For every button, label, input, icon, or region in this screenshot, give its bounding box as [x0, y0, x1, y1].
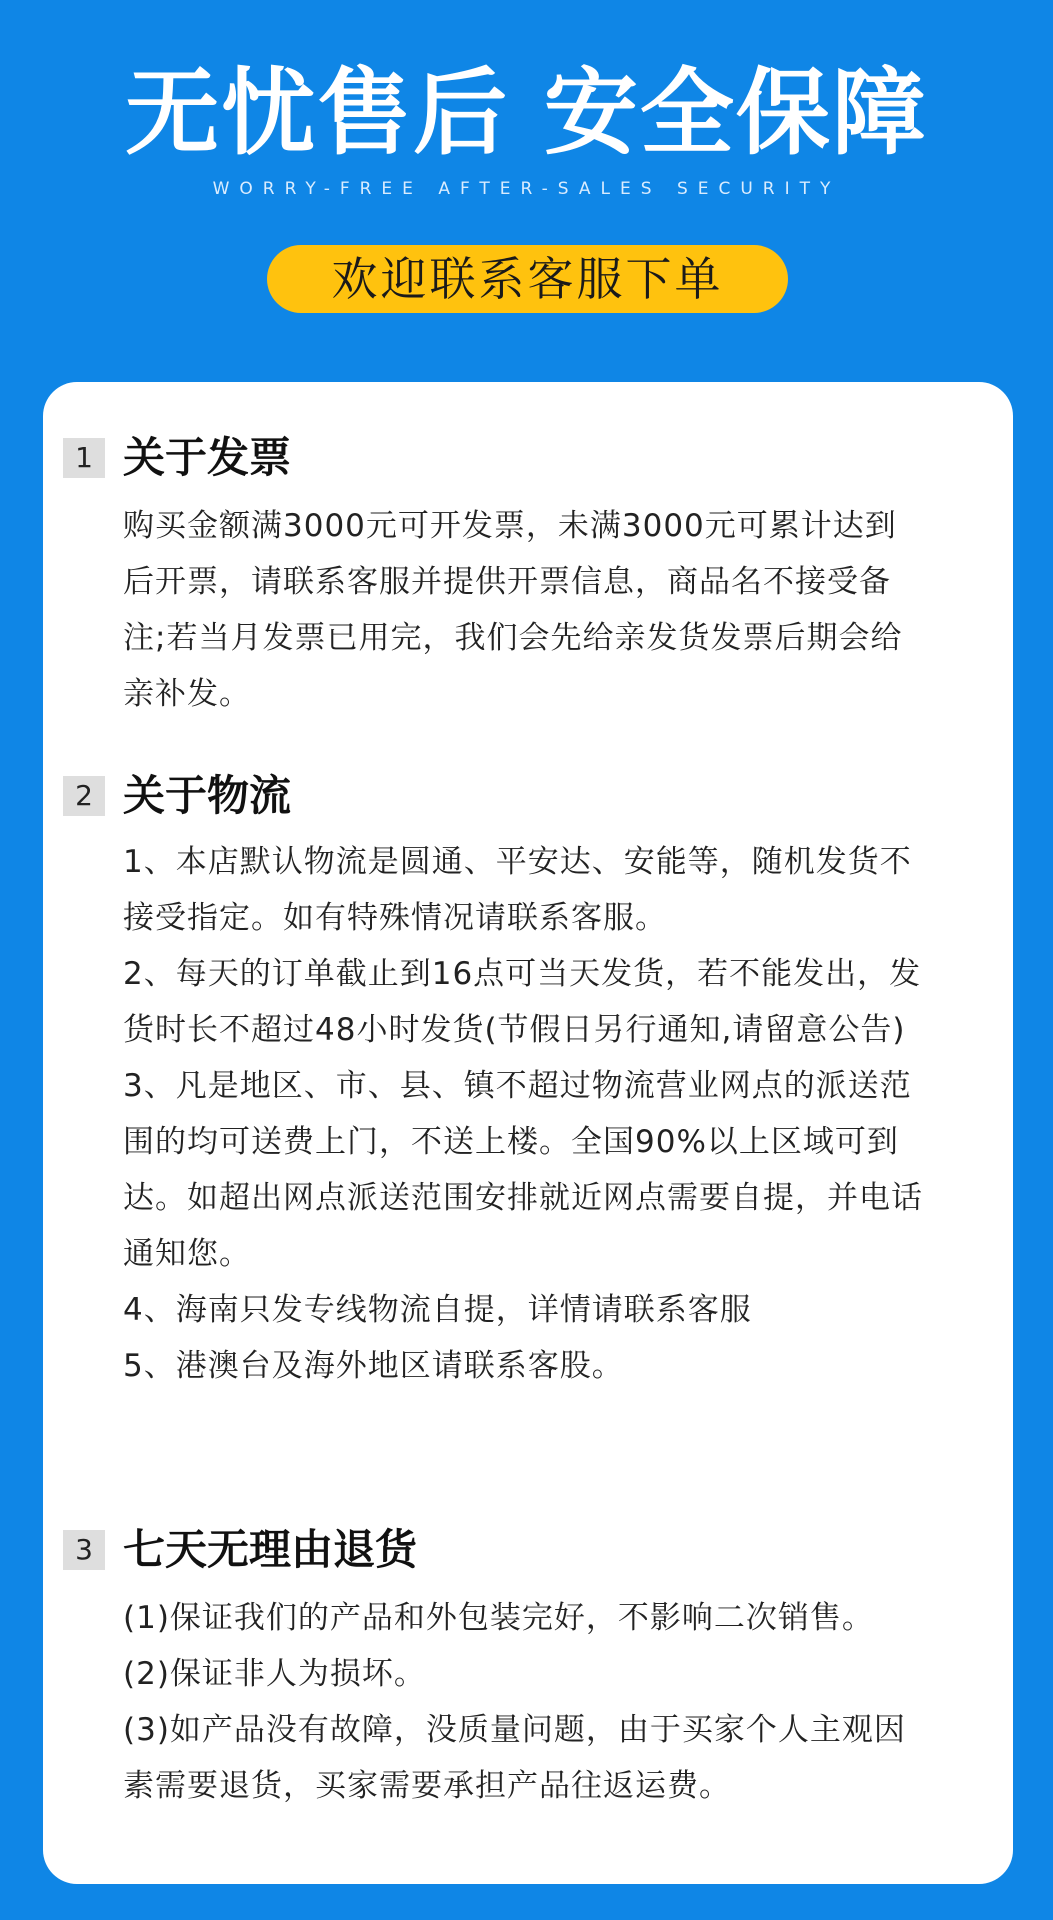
section-paragraph: 2、每天的订单截止到16点可当天发货，若不能发出，发货时长不超过48小时发货(节假日另行通知,请留意公告)	[123, 956, 922, 1048]
section-paragraph: (2)保证非人为损坏。	[123, 1656, 426, 1692]
section-number-badge: 2	[63, 776, 105, 816]
section-invoice-body	[123, 498, 923, 722]
section-paragraph: 5、港澳台及海外地区请联系客股。	[123, 1348, 624, 1384]
section-paragraph: (3)如产品没有故障，没质量问题，由于买家个人主观因素需要退货，买家需要承担产品往返运费。	[123, 1712, 906, 1804]
contact-service-banner: 欢迎联系客服下单	[267, 245, 788, 313]
section-title: 关于物流	[123, 771, 292, 820]
section-paragraph: 3、凡是地区、市、县、镇不超过物流营业网点的派送范围的均可送费上门，不送上楼。全国90%以上区域可到达。如超出网点派送范围安排就近网点需要自提，并电话通知您。	[123, 1068, 923, 1272]
section-paragraph: 1、本店默认物流是圆通、平安达、安能等，随机发货不接受指定。如有特殊情况请联系客服。	[123, 844, 912, 936]
section-paragraph: 购买金额满3000元可开发票，未满3000元可累计达到后开票，请联系客服并提供开票信息，商品名不接受备注;若当月发票已用完，我们会先给亲发货发票后期会给亲补发。	[123, 508, 903, 712]
section-paragraph: (1)保证我们的产品和外包装完好，不影响二次销售。	[123, 1600, 874, 1636]
info-card	[43, 382, 1013, 1884]
page-subtitle: WORRY-FREE AFTER-SALES SECURITY	[212, 179, 841, 199]
section-title: 关于发票	[123, 433, 292, 482]
section-title: 七天无理由退货	[123, 1525, 418, 1574]
section-logistics-body	[123, 834, 923, 1394]
section-number-badge: 3	[63, 1530, 105, 1570]
section-paragraph: 4、海南只发专线物流自提，详情请联系客服	[123, 1292, 752, 1328]
section-number-badge: 1	[63, 438, 105, 478]
section-returns-body	[123, 1590, 923, 1814]
page-title: 无忧售后 安全保障	[125, 59, 928, 168]
